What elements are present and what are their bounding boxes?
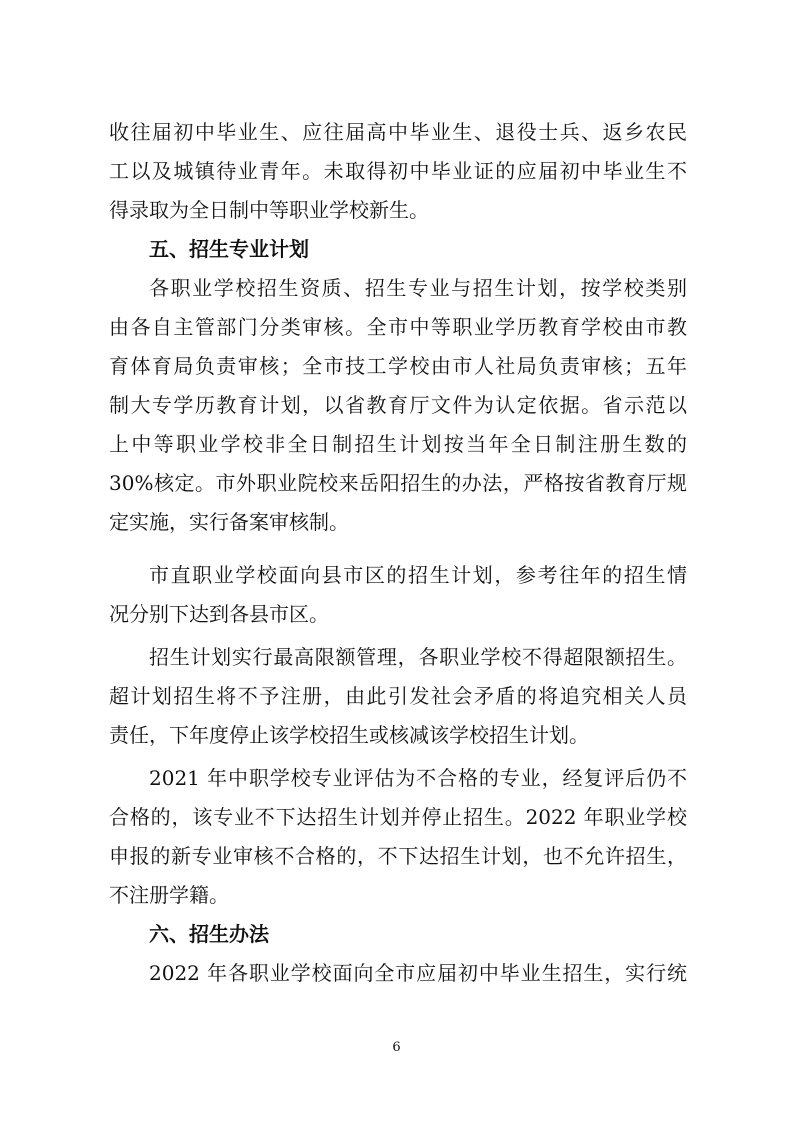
text-line: 市直职业学校面向县市区的招生计划，参考往年的招生情 xyxy=(149,563,687,587)
text-line: 2022 年各职业学校面向全市应届初中毕业生招生，实行统 xyxy=(149,961,687,985)
text-line: 各职业学校招生资质、招生专业与招生计划，按学校类别 xyxy=(149,276,687,300)
text-line: 由各自主管部门分类审核。全市中等职业学历教育学校由市教 xyxy=(109,315,687,339)
text-line: 招生计划实行最高限额管理，各职业学校不得超限额招生。 xyxy=(149,645,687,669)
text-line: 得录取为全日制中等职业学校新生。 xyxy=(109,198,429,222)
text-line: 不注册学籍。 xyxy=(109,883,229,907)
text-line: 超计划招生将不予注册，由此引发社会矛盾的将追究相关人员 xyxy=(109,684,687,708)
text-line: 育体育局负责审核；全市技工学校由市人社局负责审核；五年 xyxy=(109,354,687,378)
text-line: 申报的新专业审核不合格的，不下达招生计划，也不允许招生， xyxy=(109,844,687,868)
text-line: 定实施，实行备案审核制。 xyxy=(109,510,349,534)
text-line: 收往届初中毕业生、应往届高中毕业生、退役士兵、返乡农民 xyxy=(109,120,687,144)
section-heading-5: 五、招生专业计划 xyxy=(149,237,309,261)
text-line: 况分别下达到各县市区。 xyxy=(109,602,329,626)
text-line: 2021 年中职学校专业评估为不合格的专业，经复评后仍不 xyxy=(149,766,687,790)
text-line: 工以及城镇待业青年。未取得初中毕业证的应届初中毕业生不 xyxy=(109,159,687,183)
text-line: 合格的，该专业不下达招生计划并停止招生。2022 年职业学校 xyxy=(109,805,687,829)
text-line: 制大专学历教育计划，以省教育厅文件为认定依据。省示范以 xyxy=(109,393,687,417)
page-number: 6 xyxy=(392,1040,401,1055)
section-heading-6: 六、招生办法 xyxy=(149,922,269,946)
text-line: 30%核定。市外职业院校来岳阳招生的办法，严格按省教育厅规 xyxy=(109,471,687,495)
text-line: 责任，下年度停止该学校招生或核减该学校招生计划。 xyxy=(109,723,589,747)
text-line: 上中等职业学校非全日制招生计划按当年全日制注册生数的 xyxy=(109,432,687,456)
